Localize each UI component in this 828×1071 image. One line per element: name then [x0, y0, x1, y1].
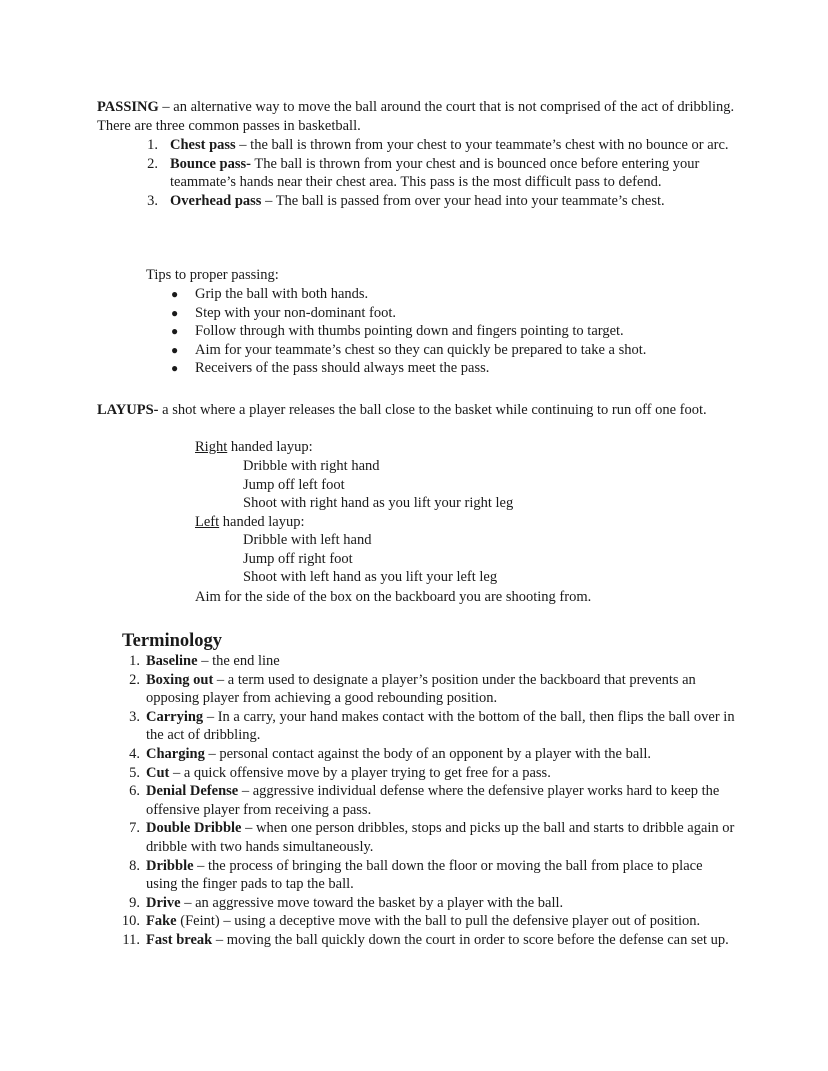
right-layup-steps: Dribble with right hand Jump off left foot Shoot with right hand as you lift your right leg	[243, 458, 514, 512]
term-item: 11. Fast break – moving the ball quickly down the court in order to score before the defense can set up.	[122, 931, 729, 948]
tip-item: ● Grip the ball with both hands.	[171, 286, 369, 302]
layups-heading: LAYUPS-	[97, 402, 159, 418]
terminology-heading: Terminology	[122, 631, 223, 651]
term-item: 6. Denial Defense – aggressive individual defense where the defensive player works hard to keep the offensive player from receiving a pass.	[129, 783, 720, 818]
tip-item: ● Receivers of the pass should always meet the pass.	[171, 360, 490, 377]
layup-aim: Aim for the side of the box on the backboard you are shooting from.	[195, 589, 592, 605]
tip-item: ● Follow through with thumbs pointing down and fingers pointing to target.	[171, 323, 624, 340]
pass-item: 3. Overhead pass – The ball is passed from over your head into your teammate’s chest.	[147, 192, 665, 209]
term-item: 3. Carrying – In a carry, your hand makes contact with the bottom of the ball, then flips the ball over in the act of dribbling.	[129, 708, 735, 744]
term-item: 8. Dribble – the process of bringing the ball down the floor or moving the ball from place to place using the finger pads to tap the ball.	[129, 857, 703, 893]
tips-title: Tips to proper passing:	[146, 267, 279, 283]
term-item: 10. Fake (Feint) – using a deceptive move with the ball to pull the defensive player out of position.	[121, 913, 701, 930]
bullet-icon: ●	[171, 342, 179, 357]
left-layup-title: Left handed layup:	[195, 514, 305, 530]
pass-item: 2. Bounce pass- The ball is thrown from your chest and is bounced once before entering your teammate’s hands near their chest area. This pass is the most difficult pass to defend.	[147, 155, 700, 191]
term-item: 5. Cut – a quick offensive move by a player trying to get free for a pass.	[129, 764, 551, 781]
term-item: 9. Drive – an aggressive move toward the basket by a player with the ball.	[129, 894, 564, 911]
layups-intro: LAYUPS- a shot where a player releases the ball close to the basket while continuing to run off one foot.	[97, 402, 707, 418]
bullet-icon: ●	[171, 361, 179, 376]
tip-item: ● Aim for your teammate’s chest so they can quickly be prepared to take a shot.	[171, 341, 647, 358]
tips-list	[171, 285, 755, 378]
bullet-icon: ●	[171, 324, 179, 339]
bullet-icon: ●	[171, 287, 179, 301]
passes-list	[147, 136, 740, 210]
left-layup-steps: Dribble with left hand Jump off right foot Shoot with left hand as you lift your left leg	[243, 532, 498, 586]
bullet-icon: ●	[171, 305, 179, 320]
passing-intro: PASSING – an alternative way to move the ball around the court that is not comprised of the act of dribbling. There are three common passes in basketball.	[97, 99, 735, 134]
tip-item: ● Step with your non-dominant foot.	[171, 304, 396, 321]
term-item: 4. Charging – personal contact against the body of an opponent by a player with the ball.	[129, 745, 651, 762]
right-layup-title: Right handed layup:	[195, 439, 313, 455]
term-item: 1. Baseline – the end line	[129, 653, 280, 669]
term-item: 2. Boxing out – a term used to designate a player’s position under the backboard that prevents an opposing player from achieving a good rebounding position.	[129, 671, 696, 707]
passing-heading: PASSING	[97, 99, 159, 115]
pass-item: 1. Chest pass – the ball is thrown from your chest to your teammate’s chest with no bounce or arc.	[147, 137, 729, 153]
terminology-list	[121, 652, 736, 950]
term-item: 7. Double Dribble – when one person dribbles, stops and picks up the ball and starts to dribble again or dribble with two hands simultaneously.	[129, 820, 735, 855]
